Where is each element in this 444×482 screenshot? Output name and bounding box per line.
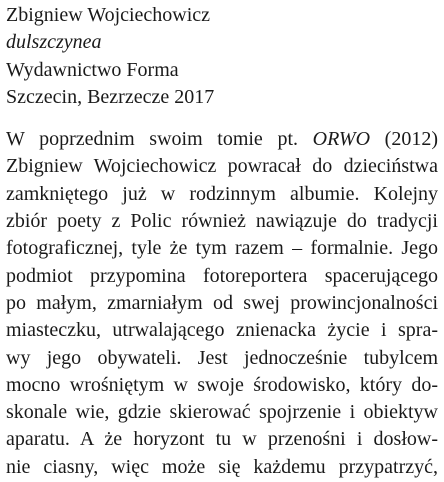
book-place-year: Szczecin, Bezrzecze 2017 — [6, 85, 215, 108]
review-line: podmiot przypomina fotoreportera spacerującego — [6, 264, 438, 287]
review-line: aparatu. A że horyzont tu w przenośni i dosłow- — [6, 428, 438, 451]
previous-book-title: ORWO — [312, 128, 371, 151]
review-paragraph — [6, 126, 442, 481]
review-line: zbiór poety z Polic również nawiązuje do tradycji — [6, 210, 438, 233]
review-line: nie ciasny, więc może się każdemu przypatrzyć, — [6, 455, 438, 478]
document-page — [6, 0, 442, 481]
book-metadata — [6, 2, 442, 111]
review-line-1 — [6, 126, 438, 153]
review-line: Zbigniew Wojciechowicz powracał do dzieciństwa — [6, 155, 438, 178]
review-line-1-post: (2012) — [370, 128, 438, 151]
review-line: wy jego obywateli. Jest jednocześnie tubylcem — [6, 346, 438, 369]
book-author: Zbigniew Wojciechowicz — [6, 4, 211, 26]
review-line: miasteczku, utrwalającego znienacka życie i spra- — [6, 319, 438, 342]
book-publisher: Wydawnictwo Forma — [6, 58, 179, 81]
review-line: skonale wie, gdzie skierować spojrzenie i obiektyw — [6, 401, 438, 424]
book-title — [6, 29, 442, 56]
review-line-1-pre: W poprzednim swoim tomie pt. — [6, 128, 313, 151]
review-line: zamkniętego już w rodzinnym albumie. Kolejny — [6, 182, 438, 205]
paragraph-gap — [6, 111, 442, 126]
review-line: mocno wrośniętym w swoje środowisko, który do- — [6, 373, 438, 396]
review-line: fotograficznej, tyle że tym razem – formalnie. Jego — [6, 237, 438, 260]
review-line: po małym, zmarniałym od swej prowincjonalności — [6, 291, 438, 314]
book-title-italic: dulszczynea — [6, 31, 102, 54]
